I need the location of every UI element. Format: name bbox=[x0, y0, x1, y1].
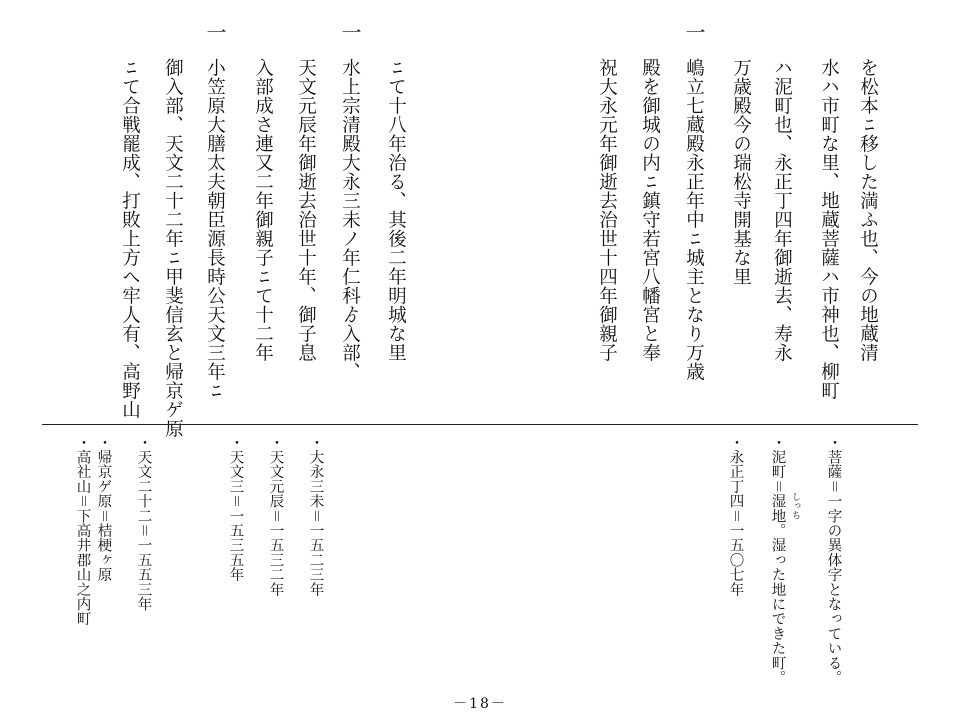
text-column-5: 嶋立七蔵殿永正年中ﾆ城主となり万歳 bbox=[683, 58, 705, 381]
note-7: ・天文二十二＝一五五三年 bbox=[135, 435, 152, 612]
note-2-ruby: しっち bbox=[790, 492, 800, 520]
note-3: ・永正丁四＝一五〇七年 bbox=[727, 435, 744, 597]
note-9: ・高社山＝下高井郡山之内町 bbox=[74, 435, 91, 627]
text-column-7: 祝大永元年御逝去治世十四年御親子 bbox=[596, 58, 618, 362]
text-column-10: 天文元辰年御逝去治世十年、御子息 bbox=[295, 58, 317, 362]
note-1: ・菩薩＝一字の異体字となっている。 bbox=[825, 435, 842, 685]
text-column-12: 小笠原大膳太夫朝臣源長時公天文三年ﾆ bbox=[204, 58, 226, 400]
section-mark: 一 bbox=[682, 22, 706, 42]
text-column-13: 御入部、天文二十二年ﾆ甲斐信玄と帰京ゲ原 bbox=[162, 58, 184, 438]
note-8: ・帰京ゲ原＝桔梗ヶ原 bbox=[95, 435, 112, 582]
text-column-1: を松本ﾆ移した満ふ也、今の地蔵清 bbox=[857, 58, 879, 362]
text-column-14: ﾆて合戦罷成、打敗上方へ牢人有、高野山 bbox=[119, 58, 141, 419]
notes-divider bbox=[42, 424, 918, 425]
note-5: ・天文元辰＝一五三二年 bbox=[267, 435, 284, 597]
note-6: ・天文三＝一五三五年 bbox=[227, 435, 244, 582]
text-column-11: 入部成さ連又二年御親子ﾆて十二年 bbox=[252, 58, 274, 362]
text-column-4: 万歳殿今の瑞松寺開基な里 bbox=[730, 58, 752, 286]
text-column-6: 殿を御城の内ﾆ鎮守若宮八幡宮と奉 bbox=[639, 58, 661, 362]
text-column-8: ﾆて十八年治る、其後二年明城な里 bbox=[385, 58, 407, 362]
note-2: ・泥町＝湿地。湿った地にできた町。 bbox=[769, 435, 786, 685]
section-mark: 一 bbox=[203, 22, 227, 42]
page-number: －18－ bbox=[453, 696, 507, 712]
note-4: ・大永三未＝一五二三年 bbox=[307, 435, 324, 597]
section-mark: 一 bbox=[338, 22, 362, 42]
text-column-2: 水ハ市町な里、地蔵菩薩ハ市神也、柳町 bbox=[818, 58, 840, 400]
text-column-3: ハ泥町也、永正丁四年御逝去、寿永 bbox=[771, 58, 793, 362]
text-column-9: 水上宗清殿大永三未ノ年仁科ゟ入部、 bbox=[339, 58, 361, 381]
